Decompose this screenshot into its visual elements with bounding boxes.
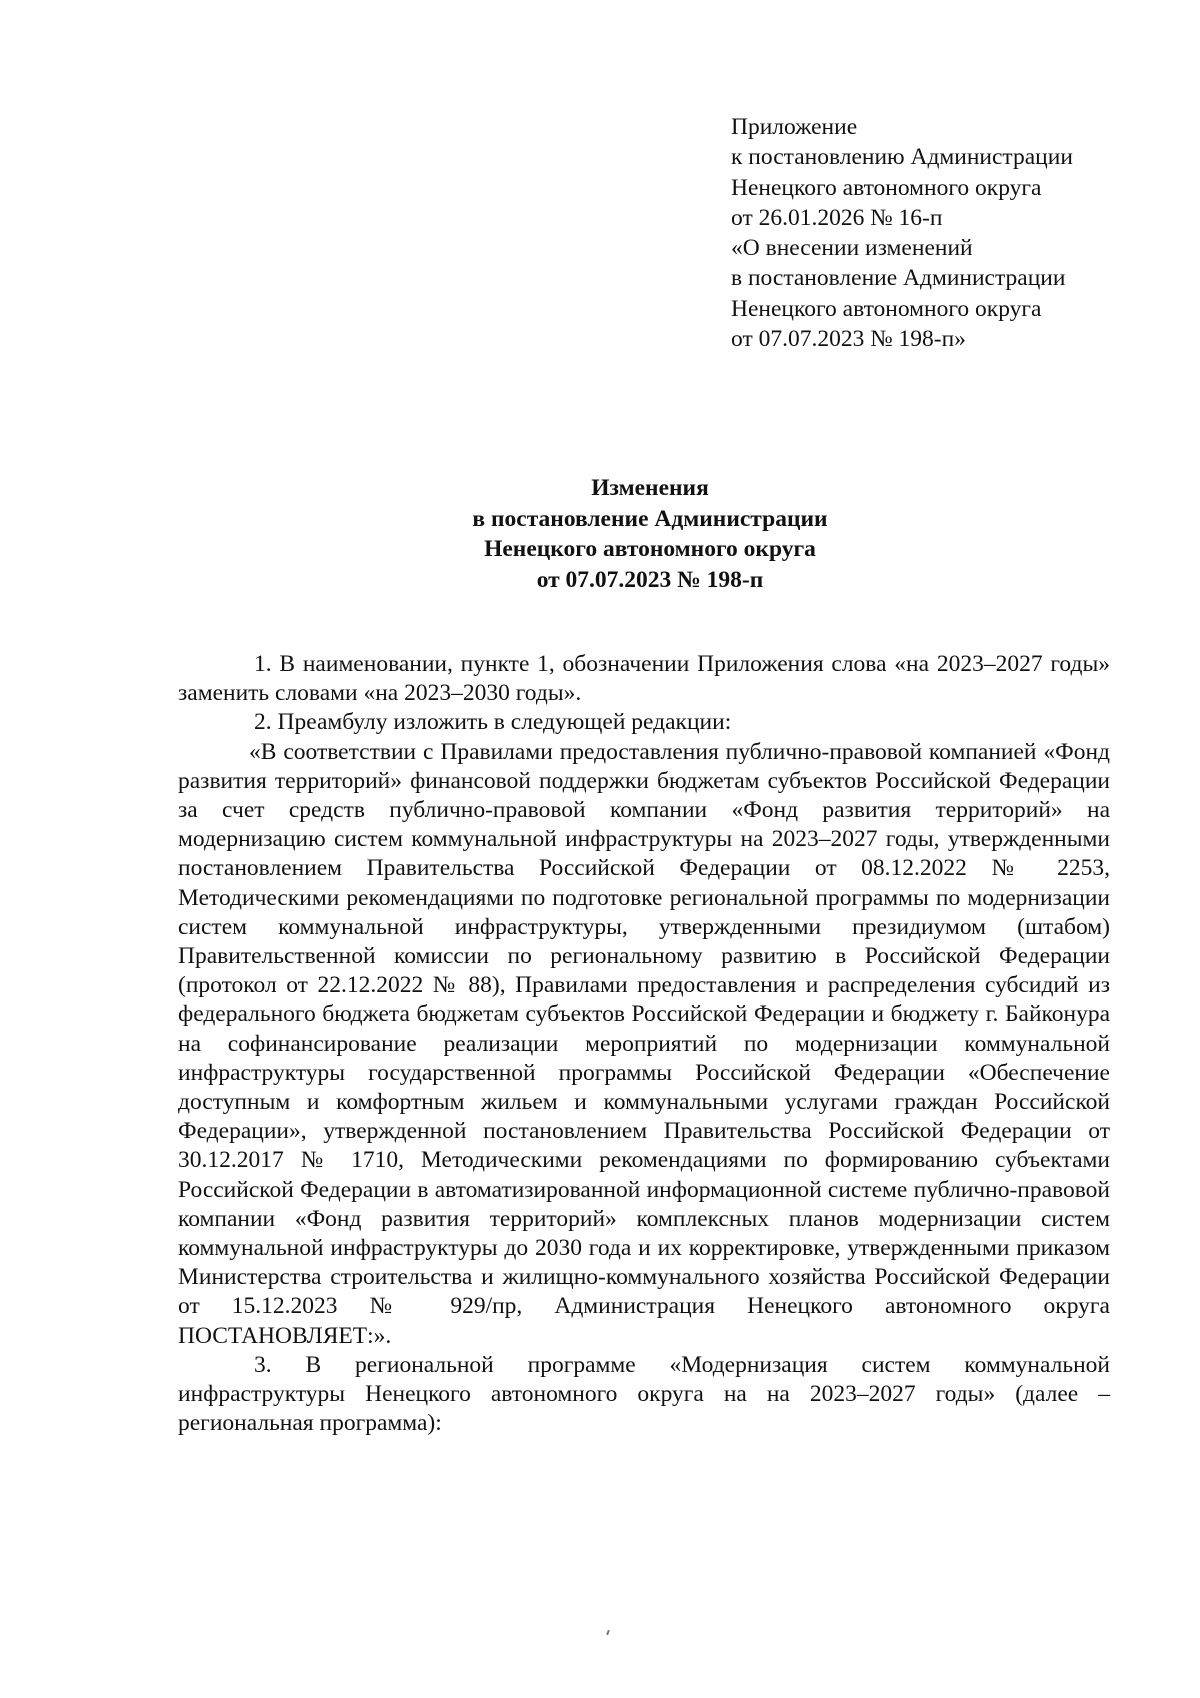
paragraph-3: 3. В региональной программе «Модернизация систем коммунальной инфраструктуры Ненецкого автономного округа на на 2023–2027 годы» (далее – региональная программа): (178, 1351, 1110, 1437)
document-title (180, 473, 1120, 595)
appendix-line: Ненецкого автономного округа (731, 295, 1042, 322)
title-line: в постановление Администрации (472, 505, 828, 532)
title-line: Изменения (591, 475, 709, 501)
appendix-line: в постановление Администрации (731, 265, 1066, 292)
title-line: от 07.07.2023 № 198-п (536, 566, 764, 593)
scan-artifact (606, 1630, 610, 1635)
document-body (178, 650, 1110, 1438)
title-line: Ненецкого автономного округа (484, 536, 816, 562)
appendix-line: к постановлению Администрации (731, 144, 1073, 171)
appendix-line: от 26.01.2026 № 16-п (731, 204, 943, 231)
paragraph-2: 2. Преамбулу изложить в следующей редакции: (254, 709, 732, 736)
preamble-paragraph: «В соответствии с Правилами предоставления публично-правовой компанией «Фонд развития территорий» финансовой поддержки бюджетам субъектов Российской Федерации за счет средств публично-правовой компании «Фонд развития территорий» на модернизацию систем коммунальной инфраструктуры на 2023–2027 годы, утвержденными постановлением Правительства Российской Федерации от 08.12.2022 № 2253, Методическими рекомендациями по подготовке региональной программы по модернизации систем коммунальной инфраструктуры, утвержденными президиумом (штабом) Правительственной комиссии по региональному развитию в Российской Федерации (протокол от 22.12.2022 № 88), Правилами предоставления и распределения субсидий из федерального бюджета бюджетам субъектов Российской Федерации и бюджету г. Байконура на софинансирование реализации мероприятий по модернизации коммунальной инфраструктуры государственной программы Российской Федерации «Обеспечение доступным и комфортным жильем и коммунальными услугами граждан Российской Федерации», утвержденной постановлением Правительства Российской Федерации от 30.12.2017 № 1710, Методическими рекомендациями по формированию субъектами Российской Федерации в автоматизированной информационной системе публично-правовой компании «Фонд развития территорий» комплексных планов модернизации систем коммунальной инфраструктуры до 2030 года и их корректировке, утвержденными приказом Министерства строительства и жилищно-коммунального хозяйства Российской Федерации от 15.12.2023 № 929/пр, Администрация Ненецкого автономного округа ПОСТАНОВЛЯЕТ:». (178, 738, 1110, 1349)
appendix-line: «О внесении изменений (731, 235, 973, 262)
paragraph-1: 1. В наименовании, пункте 1, обозначении Приложения слова «на 2023–2027 годы» заменить словами «на 2023–2030 годы». (178, 651, 1110, 707)
appendix-line: от 07.07.2023 № 198-п» (731, 326, 966, 353)
appendix-line: Приложение (731, 114, 858, 140)
appendix-line: Ненецкого автономного округа (731, 174, 1042, 201)
appendix-header (731, 112, 1073, 354)
